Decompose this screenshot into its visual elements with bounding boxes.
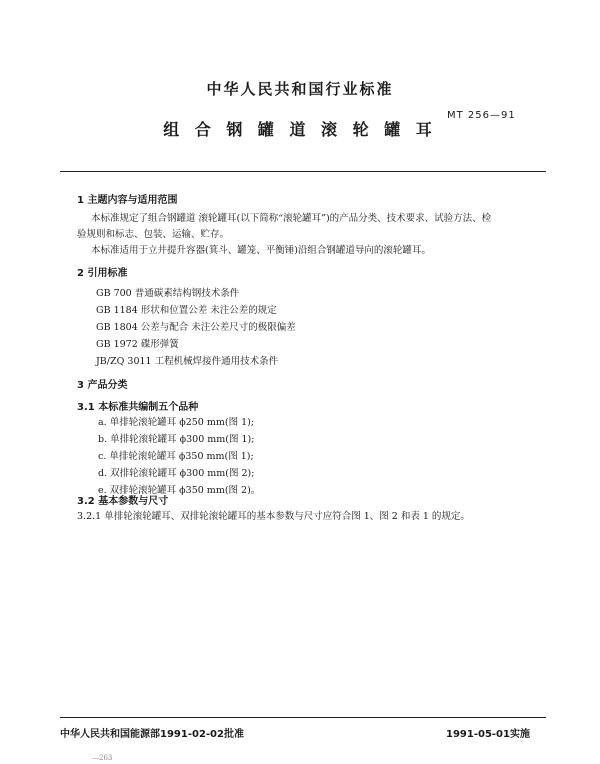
reference-item: GB 1804 公差与配合 未注公差尺寸的极限偏差: [96, 322, 296, 333]
variety-item: b. 单排轮滚轮罐耳 ϕ300 mm(图 1);: [98, 434, 255, 445]
section-3-1-heading: 3.1 本标准共编制五个品种: [77, 402, 199, 413]
section-3-2-heading: 3.2 基本参数与尺寸: [77, 496, 169, 507]
section-1-paragraph-1: 本标准规定了组合钢罐道 滚轮罐耳(以下简称“滚轮罐耳”)的产品分类、技术要求、试验方法、检: [91, 213, 492, 224]
standard-category-header: 中华人民共和国行业标准: [206, 80, 394, 98]
standard-code: MT 256—91: [447, 110, 516, 121]
reference-item: GB 700 普通碳素结构钢技术条件: [96, 288, 240, 299]
reference-item: GB 1972 碟形弹簧: [96, 339, 179, 350]
reference-item: GB 1184 形状和位置公差 未注公差的规定: [96, 305, 277, 316]
section-2-heading: 2 引用标准: [77, 268, 128, 279]
section-3-heading: 3 产品分类: [77, 380, 128, 391]
variety-item: d. 双排轮滚轮罐耳 ϕ300 mm(图 2);: [98, 468, 255, 479]
page-number: —263: [92, 754, 113, 762]
approval-line: 中华人民共和国能源部1991-02-02批准: [60, 729, 244, 740]
variety-item: c. 单排轮滚轮罐耳 ϕ350 mm(图 1);: [98, 451, 254, 462]
implementation-date: 1991-05-01实施: [446, 729, 530, 740]
section-1-paragraph-1-continued: 验规则和标志、包装、运输、贮存。: [77, 229, 230, 240]
document-title: 组 合 钢 罐 道 滚 轮 罐 耳: [163, 120, 437, 139]
section-1-paragraph-2: 本标准适用于立井提升容器(箕斗、罐笼、平衡锤)沿组合钢罐道导向的滚轮罐耳。: [91, 245, 431, 256]
variety-item: a. 单排轮滚轮罐耳 ϕ250 mm(图 1);: [98, 417, 255, 428]
reference-item: JB/ZQ 3011 工程机械焊接件通用技术条件: [96, 356, 279, 367]
section-3-2-1-paragraph: 3.2.1 单排轮滚轮罐耳、双排轮滚轮罐耳的基本参数与尺寸应符合图 1、图 2 和表 1 的规定。: [77, 511, 470, 522]
footer-divider: [60, 717, 546, 718]
header-divider: [60, 171, 546, 172]
variety-item: e. 双排轮滚轮罐耳 ϕ350 mm(图 2)。: [98, 485, 261, 496]
section-1-heading: 1 主题内容与适用范围: [77, 195, 178, 206]
